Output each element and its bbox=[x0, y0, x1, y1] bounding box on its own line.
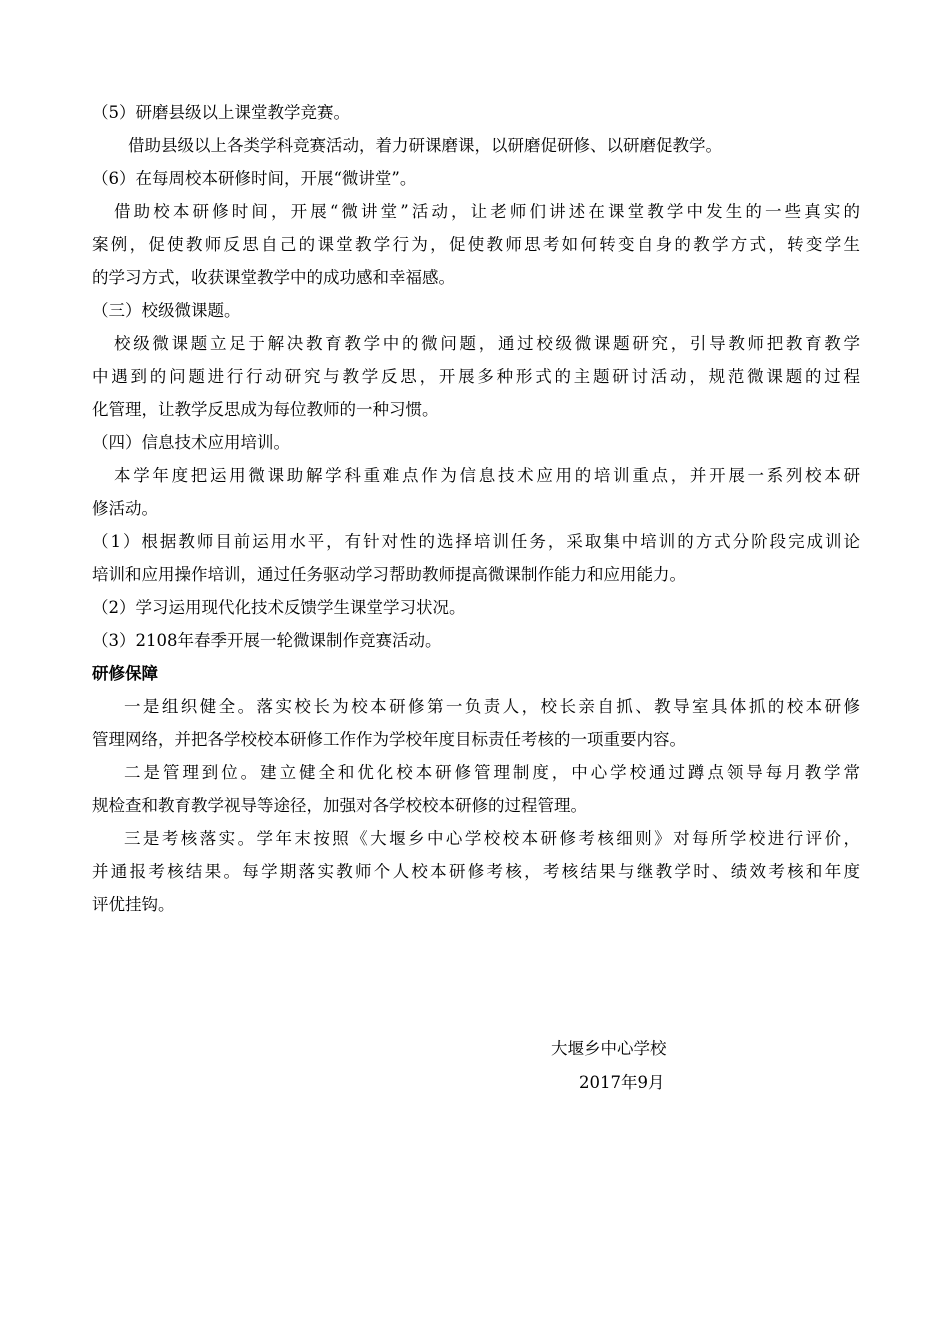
signature-org: 大堰乡中心学校 bbox=[551, 1039, 667, 1058]
section-4-text-line-2: 修活动。 bbox=[92, 499, 158, 518]
item-5-heading: （5）研磨县级以上课堂教学竞赛。 bbox=[92, 103, 350, 122]
item-6-text-line-1: 借助校本研修时间，开展“微讲堂”活动，让老师们讲述在课堂教学中发生的一些真实的 bbox=[114, 202, 860, 221]
item-6-heading: （6）在每周校本研修时间，开展“微讲堂”。 bbox=[92, 169, 417, 188]
section-4-text-line-1: 本学年度把运用微课助解学科重难点作为信息技术应用的培训重点，并开展一系列校本研 bbox=[114, 466, 860, 485]
section-3-text-line-3: 化管理，让教学反思成为每位教师的一种习惯。 bbox=[92, 400, 439, 419]
section-4-item-2: （2）学习运用现代化技术反馈学生课堂学习状况。 bbox=[92, 598, 466, 617]
document-body bbox=[92, 96, 860, 921]
section-3-text-line-1: 校级微课题立足于解决教育教学中的微问题，通过校级微课题研究，引导教师把教育教学 bbox=[114, 334, 860, 353]
item-6-text-line-2: 案例，促使教师反思自己的课堂教学行为，促使教师思考如何转变自身的教学方式，转变学生 bbox=[92, 235, 860, 254]
section-4-heading: （四）信息技术应用培训。 bbox=[92, 433, 290, 452]
item-5-text: 借助县级以上各类学科竞赛活动，着力研课磨课，以研磨促研修、以研磨促教学。 bbox=[128, 136, 722, 155]
guarantee-2-line-1: 二是管理到位。建立健全和优化校本研修管理制度，中心学校通过蹲点领导每月教学常 bbox=[124, 763, 860, 782]
guarantee-3-line-2: 并通报考核结果。每学期落实教师个人校本研修考核，考核结果与继教学时、绩效考核和年度 bbox=[92, 862, 860, 881]
section-4-item-3: （3）2108年春季开展一轮微课制作竞赛活动。 bbox=[92, 631, 442, 650]
guarantee-1-line-2: 管理网络，并把各学校校本研修工作作为学校年度目标责任考核的一项重要内容。 bbox=[92, 730, 686, 749]
guarantee-3-line-1: 三是考核落实。学年末按照《大堰乡中心学校校本研修考核细则》对每所学校进行评价， bbox=[124, 829, 860, 848]
item-6-text-line-3: 的学习方式，收获课堂教学中的成功感和幸福感。 bbox=[92, 268, 455, 287]
guarantee-2-line-2: 规检查和教育教学视导等途径，加强对各学校校本研修的过程管理。 bbox=[92, 796, 587, 815]
section-4-item-1-line-2: 培训和应用操作培训，通过任务驱动学习帮助教师提高微课制作能力和应用能力。 bbox=[92, 565, 686, 584]
guarantee-heading: 研修保障 bbox=[92, 664, 158, 683]
section-3-heading: （三）校级微课题。 bbox=[92, 301, 241, 320]
guarantee-3-line-3: 评优挂钩。 bbox=[92, 895, 175, 914]
section-3-text-line-2: 中遇到的问题进行行动研究与教学反思，开展多种形式的主题研讨活动，规范微课题的过程 bbox=[92, 367, 860, 386]
guarantee-1-line-1: 一是组织健全。落实校长为校本研修第一负责人，校长亲自抓、教导室具体抓的校本研修 bbox=[124, 697, 860, 716]
signature-date: 2017年9月 bbox=[579, 1073, 665, 1092]
section-4-item-1-line-1: （1）根据教师目前运用水平，有针对性的选择培训任务，采取集中培训的方式分阶段完成训论 bbox=[92, 532, 860, 551]
